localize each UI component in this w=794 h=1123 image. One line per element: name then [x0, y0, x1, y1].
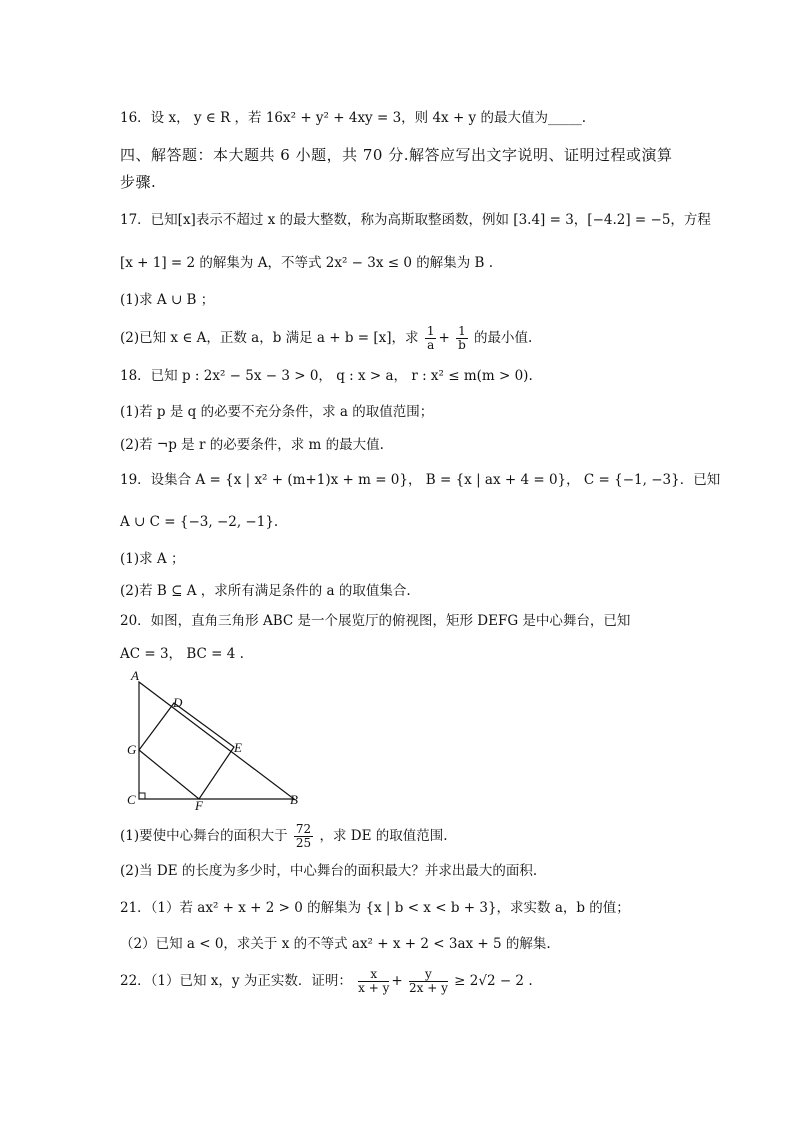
- q19-part2: (2)若 B ⊆ A ，求所有满足条件的 a 的取值集合.: [120, 583, 411, 599]
- section4-heading: 四、解答题：本大题共 6 小题，共 70 分.解答应写出文字说明、证明过程或演算: [120, 146, 673, 164]
- section4-heading-cont: 步骤.: [120, 173, 157, 191]
- q21-part1: 21．（1）若 ax² + x + 2 > 0 的解集为 {x | b < x < b + 3}，求实数 a，b 的值；: [120, 900, 630, 916]
- q20-part1-post: ，求 DE 的取值范围.: [319, 828, 448, 844]
- q17-part1: (1)求 A ∪ B ；: [120, 292, 215, 308]
- q22-part1: 22．（1）已知 x，y 为正实数．证明： $\frac{x}{x + y}$ + $\frac{y}{2x + y}$ ≥ 2√2 − 2 .: [120, 967, 533, 995]
- fraction-1-over-a: $\frac{1}{a}$: [426, 324, 435, 352]
- q22-post: ≥ 2√2 − 2 .: [454, 973, 533, 989]
- q20-part2: (2)当 DE 的长度为多少时，中心舞台的面积最大？并求出最大的面积.: [120, 863, 538, 879]
- label-a: A: [131, 668, 139, 683]
- triangle-figure: [122, 668, 312, 810]
- fraction-x-over-x-plus-y: $\frac{x}{x + y}$: [358, 967, 390, 995]
- q20-text-1: 20．如图，直角三角形 ABC 是一个展览厅的俯视图，矩形 DEFG 是中心舞台，已知: [120, 613, 631, 629]
- fraction-y-over-2x-plus-y: $\frac{y}{2x + y}$: [408, 967, 448, 995]
- q20-text-2: AC = 3， BC = 4 .: [120, 646, 244, 662]
- q17-part2: (2)已知 x ∈ A，正数 a，b 满足 a + b = [x]，求 $\frac{1}{a}$ + $\frac{1}{b}$ 的最小值.: [120, 324, 533, 352]
- label-f: F: [195, 798, 203, 810]
- label-e: E: [234, 740, 242, 755]
- q19-text-1: 19．设集合 A = {x | x² + (m+1)x + m = 0}， B = {x | ax + 4 = 0}， C = {−1, −3}．已知: [120, 472, 721, 488]
- q17-part2-pre: (2)已知 x ∈ A，正数 a，b 满足 a + b = [x]，求: [120, 330, 419, 346]
- label-d: D: [173, 695, 183, 710]
- q20-part1: [120, 823, 680, 850]
- q17-part2-post: 的最小值.: [474, 330, 533, 346]
- right-angle-mark: [139, 793, 145, 799]
- q22-pre: 22．（1）已知 x，y 为正实数．证明：: [120, 973, 352, 989]
- triangle-abc: [139, 682, 294, 799]
- label-c: C: [127, 792, 136, 807]
- q21-part2: （2）已知 a < 0，求关于 x 的不等式 ax² + x + 2 < 3ax + 5 的解集.: [120, 936, 551, 952]
- q18-text: 18．已知 p : 2x² − 5x − 3 > 0， q : x > a， r : x² ≤ m(m > 0).: [120, 368, 533, 384]
- q18-part2: (2)若 ¬p 是 r 的必要条件，求 m 的最大值.: [120, 437, 384, 453]
- fraction-72-over-25: $\frac{72}{25}$: [295, 822, 312, 850]
- q19-text-2: A ∪ C = {−3, −2, −1}.: [120, 514, 279, 530]
- q17-text-1: 17．已知[x]表示不超过 x 的最大整数，称为高斯取整函数，例如 [3.4] = 3，[−4.2] = −5，方程: [120, 212, 711, 228]
- q20-part1-pre: (1)要使中心舞台的面积大于: [120, 828, 288, 844]
- q17-text-2: [x + 1] = 2 的解集为 A，不等式 2x² − 3x ≤ 0 的解集为 B .: [120, 255, 494, 271]
- q16-text: 16．设 x， y ∈ R ，若 16x² + y² + 4xy = 3，则 4x + y 的最大值为_____.: [120, 110, 587, 126]
- q18-part1: (1)若 p 是 q 的必要不充分条件，求 a 的取值范围；: [120, 404, 434, 420]
- label-b: B: [290, 792, 298, 807]
- label-g: G: [127, 742, 137, 757]
- q19-part1: (1)求 A ；: [120, 551, 185, 567]
- fraction-1-over-b: $\frac{1}{b}$: [458, 324, 466, 352]
